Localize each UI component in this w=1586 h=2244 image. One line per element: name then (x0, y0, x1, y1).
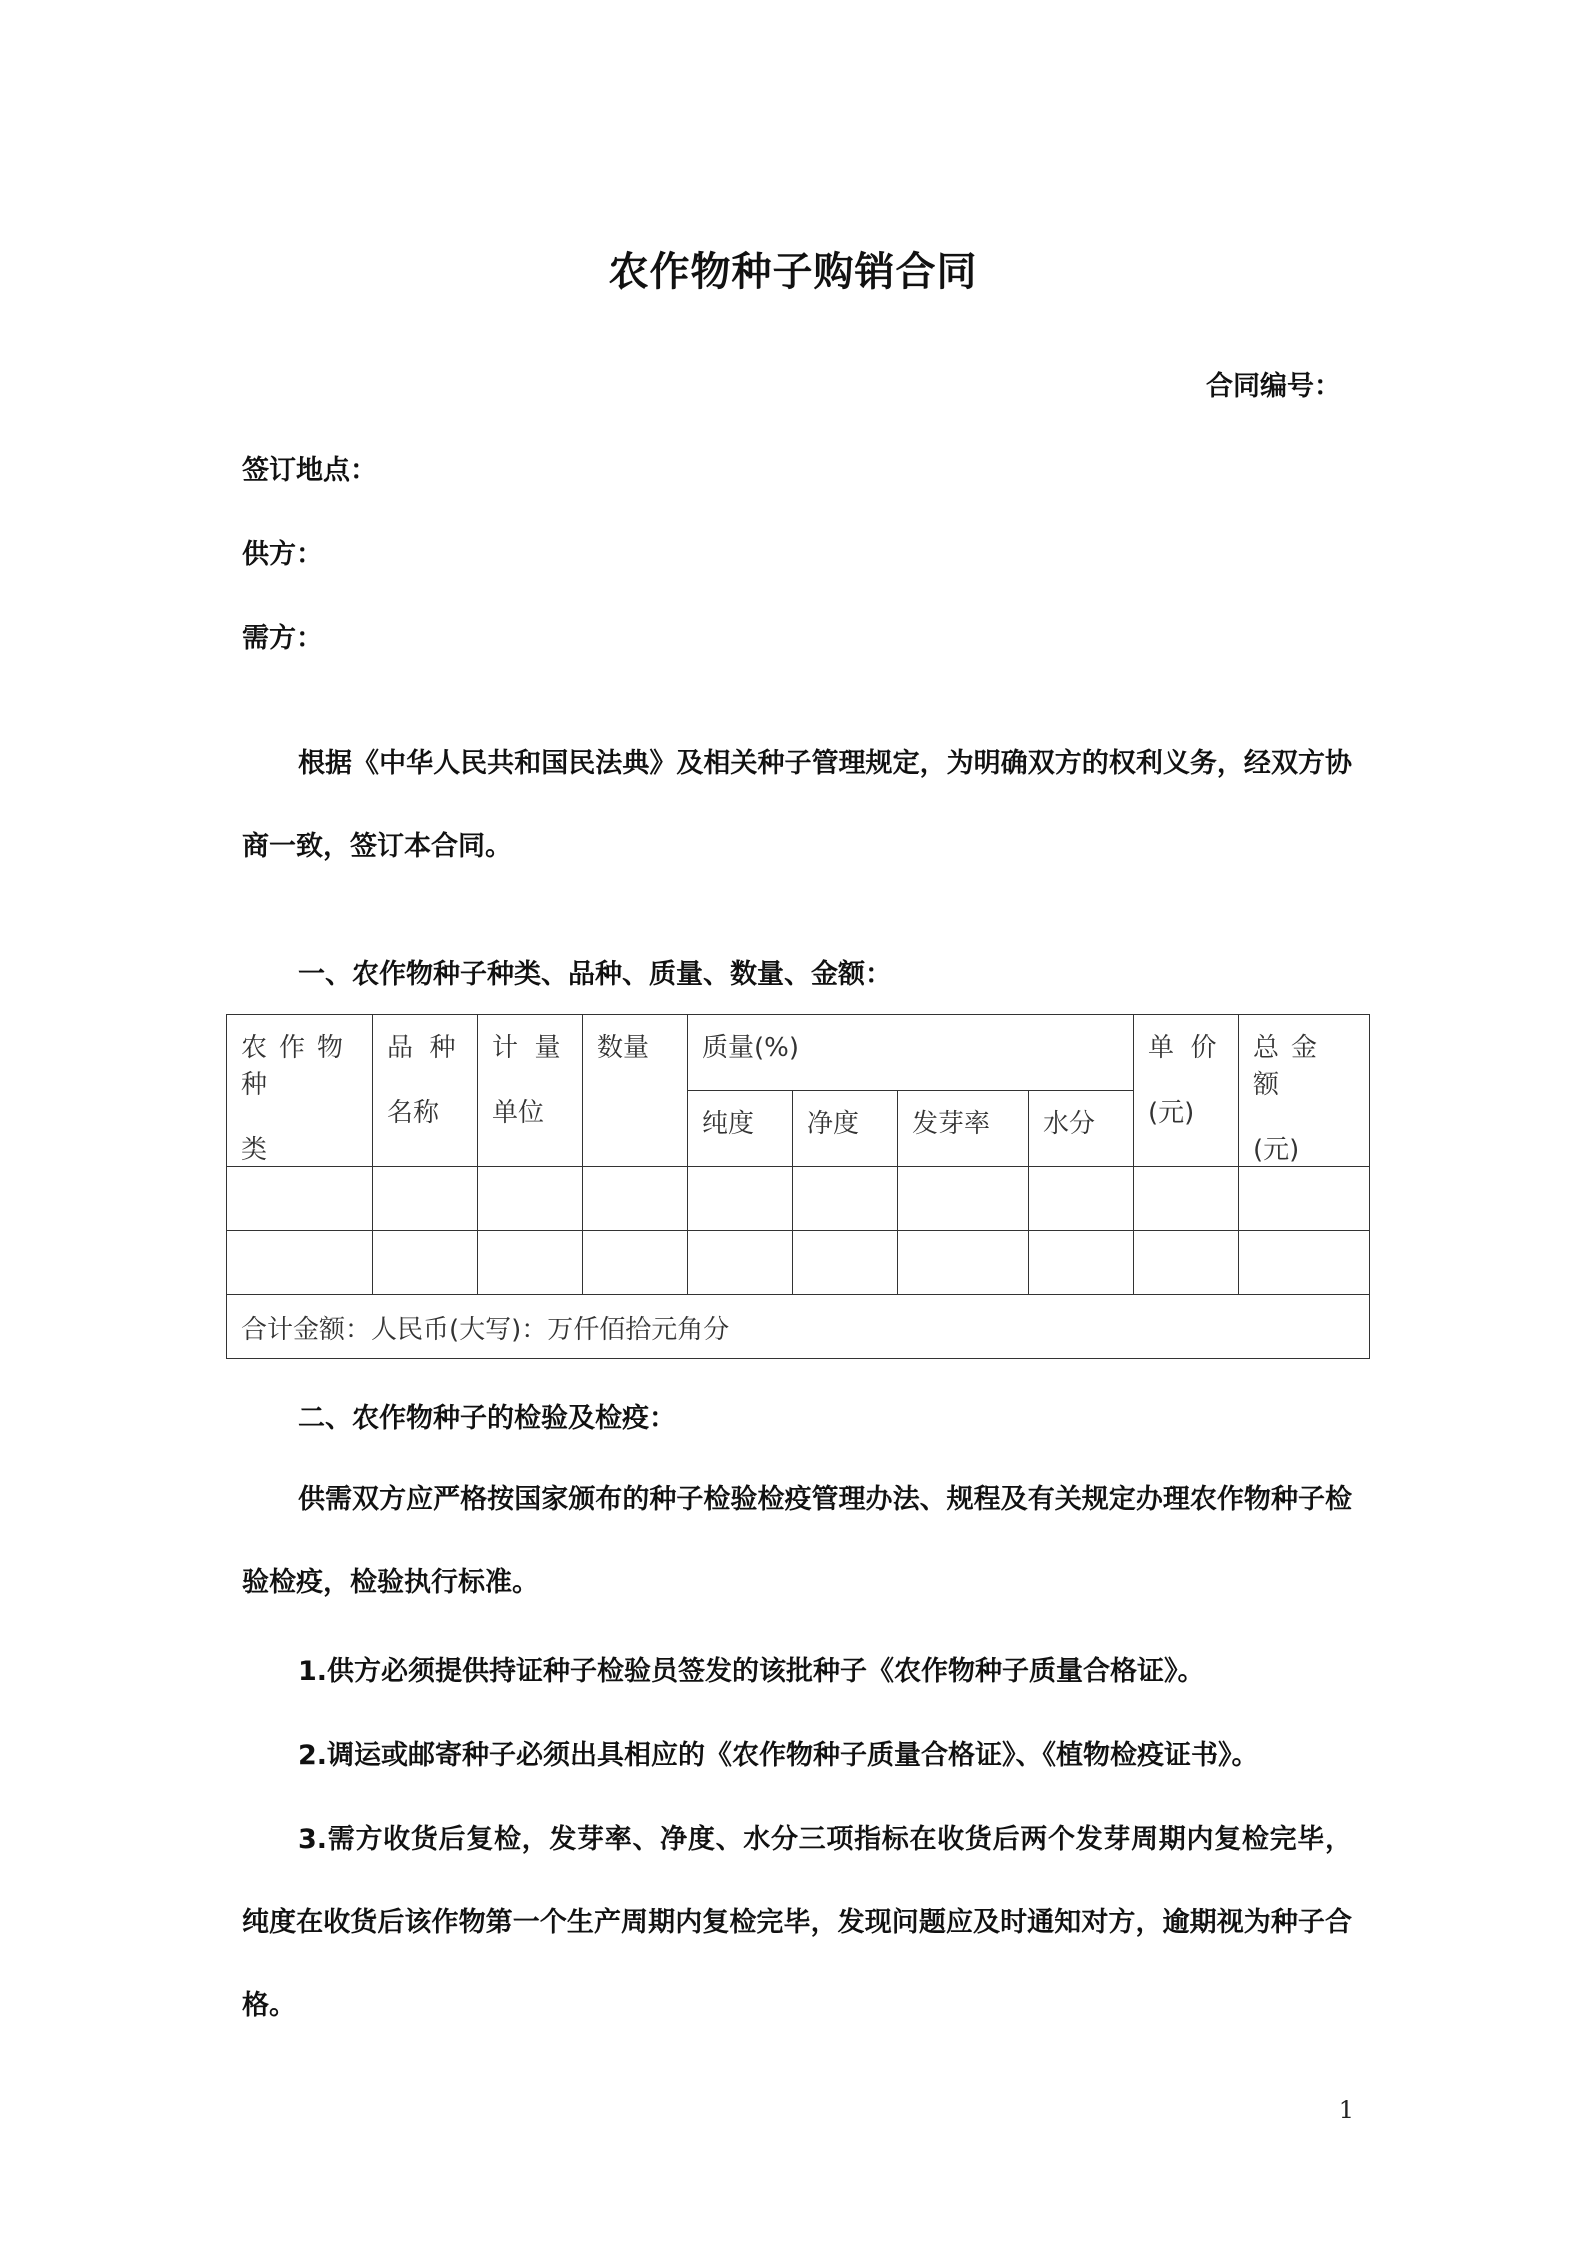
table-cell[interactable] (793, 1167, 898, 1231)
table-row (227, 1231, 1370, 1295)
header-variety: 品 种 名称 (373, 1015, 478, 1167)
header-purity: 纯度 (688, 1091, 793, 1167)
table-cell[interactable] (583, 1167, 688, 1231)
section-1-heading: 一、农作物种子种类、品种、质量、数量、金额： (298, 959, 892, 990)
header-moisture: 水分 (1029, 1091, 1134, 1167)
total-amount-cell: 合计金额：人民币(大写)：万仟佰拾元角分 (227, 1295, 1370, 1359)
clause-1: 1.供方必须提供持证种子检验员签发的该批种子《农作物种子质量合格证》。 (298, 1656, 1205, 1687)
table-cell[interactable] (898, 1167, 1029, 1231)
table-cell[interactable] (478, 1231, 583, 1295)
buyer-label: 需方： (242, 623, 323, 654)
header-crop-type: 农作物种 类 (227, 1015, 373, 1167)
seed-table (226, 1014, 1370, 1359)
table-total-row (227, 1295, 1370, 1359)
table-cell[interactable] (1134, 1167, 1239, 1231)
intro-paragraph: 根据《中华人民共和国民法典》及相关种子管理规定，为明确双方的权利义务，经双方协商一致，签订本合同。 (242, 748, 1352, 862)
document-title: 农作物种子购销合同 (608, 249, 978, 295)
header-germination: 发芽率 (898, 1091, 1029, 1167)
table-cell[interactable] (1239, 1231, 1370, 1295)
header-total-amount: 总金额 (元) (1239, 1015, 1370, 1167)
table-cell[interactable] (793, 1231, 898, 1295)
page-number: 1 (1338, 2096, 1354, 2124)
table-row (227, 1167, 1370, 1231)
table-header-row (227, 1015, 1370, 1091)
table-cell[interactable] (227, 1231, 373, 1295)
clause-3: 3.需方收货后复检，发芽率、净度、水分三项指标在收货后两个发芽周期内复检完毕，纯度在收货后该作物第一个生产周期内复检完毕，发现问题应及时通知对方，逾期视为种子合格。 (242, 1824, 1352, 2021)
header-quality: 质量(%) (688, 1015, 1134, 1091)
table-cell[interactable] (1029, 1231, 1134, 1295)
table-cell[interactable] (583, 1231, 688, 1295)
table-cell[interactable] (227, 1167, 373, 1231)
header-unit-price: 单 价 (元) (1134, 1015, 1239, 1167)
table-cell[interactable] (373, 1167, 478, 1231)
header-cleanliness: 净度 (793, 1091, 898, 1167)
table-cell[interactable] (478, 1167, 583, 1231)
table-cell[interactable] (1239, 1167, 1370, 1231)
header-quantity: 数量 (583, 1015, 688, 1167)
signing-place-label: 签订地点： (242, 455, 377, 486)
section-2-paragraph: 供需双方应严格按国家颁布的种子检验检疫管理办法、规程及有关规定办理农作物种子检验检疫，检验执行标准。 (242, 1484, 1352, 1598)
supplier-label: 供方： (242, 539, 323, 570)
table-cell[interactable] (373, 1231, 478, 1295)
header-unit: 计 量 单位 (478, 1015, 583, 1167)
table-cell[interactable] (688, 1231, 793, 1295)
table-cell[interactable] (898, 1231, 1029, 1295)
section-2-heading: 二、农作物种子的检验及检疫： (298, 1403, 676, 1434)
contract-number-label: 合同编号： (1206, 371, 1341, 402)
table-cell[interactable] (688, 1167, 793, 1231)
clause-2: 2.调运或邮寄种子必须出具相应的《农作物种子质量合格证》、《植物检疫证书》。 (298, 1740, 1259, 1771)
table-cell[interactable] (1134, 1231, 1239, 1295)
table-cell[interactable] (1029, 1167, 1134, 1231)
